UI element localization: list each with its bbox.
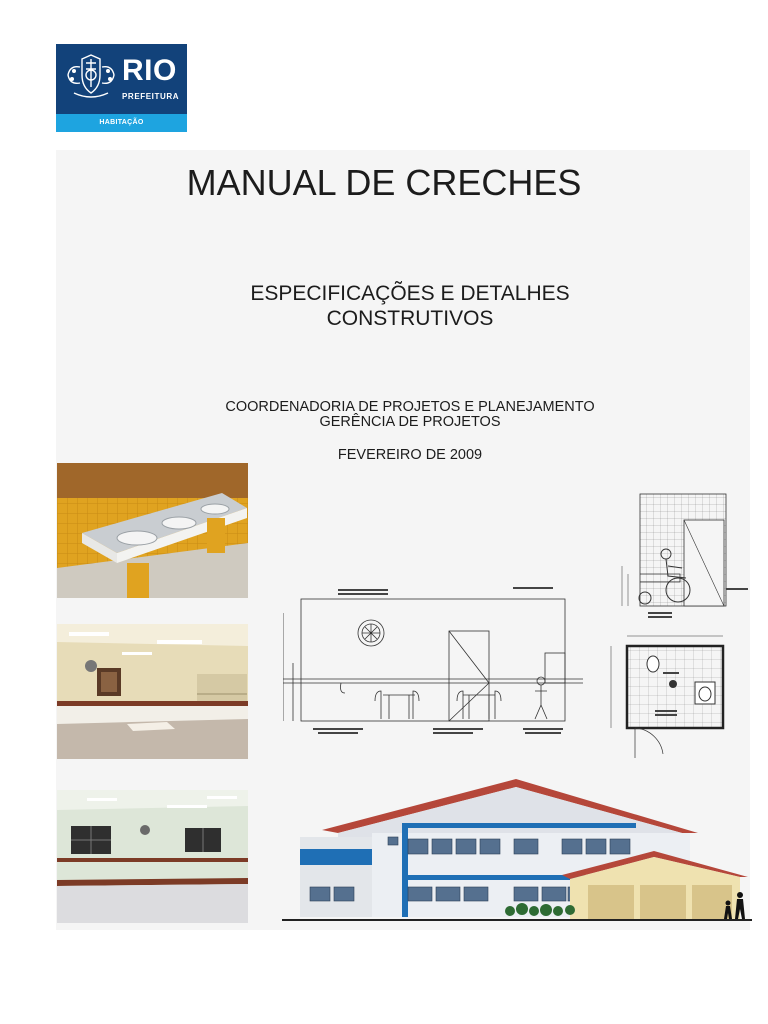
document-title: MANUAL DE CRECHES — [186, 162, 582, 203]
document-subtitle-line1: ESPECIFICAÇÕES E DETALHES — [250, 282, 570, 305]
photo-sink-countertop — [57, 463, 248, 598]
photo-classroom-windows — [57, 790, 248, 923]
logo-rio-text: RIO — [122, 54, 177, 87]
management-name: GERÊNCIA DE PROJETOS — [319, 414, 501, 430]
coordination-name: COORDENADORIA DE PROJETOS E PLANEJAMENTO — [225, 399, 595, 415]
logo-department-label: HABITAÇÃO — [56, 114, 187, 132]
publication-date: FEVEREIRO DE 2009 — [337, 447, 483, 463]
drawing-interior-elevation — [283, 583, 583, 748]
photo-classroom-fan — [57, 624, 248, 759]
coat-of-arms-icon — [64, 53, 118, 103]
document-subtitle-line2: CONSTRUTIVOS — [326, 307, 494, 330]
drawing-accessible-wc-plan — [603, 632, 753, 762]
drawing-accessible-wc-elevation — [618, 490, 750, 620]
drawing-building-facade — [282, 775, 752, 925]
logo-prefeitura-text: PREFEITURA — [122, 92, 180, 101]
prefeitura-rio-logo — [56, 44, 187, 132]
